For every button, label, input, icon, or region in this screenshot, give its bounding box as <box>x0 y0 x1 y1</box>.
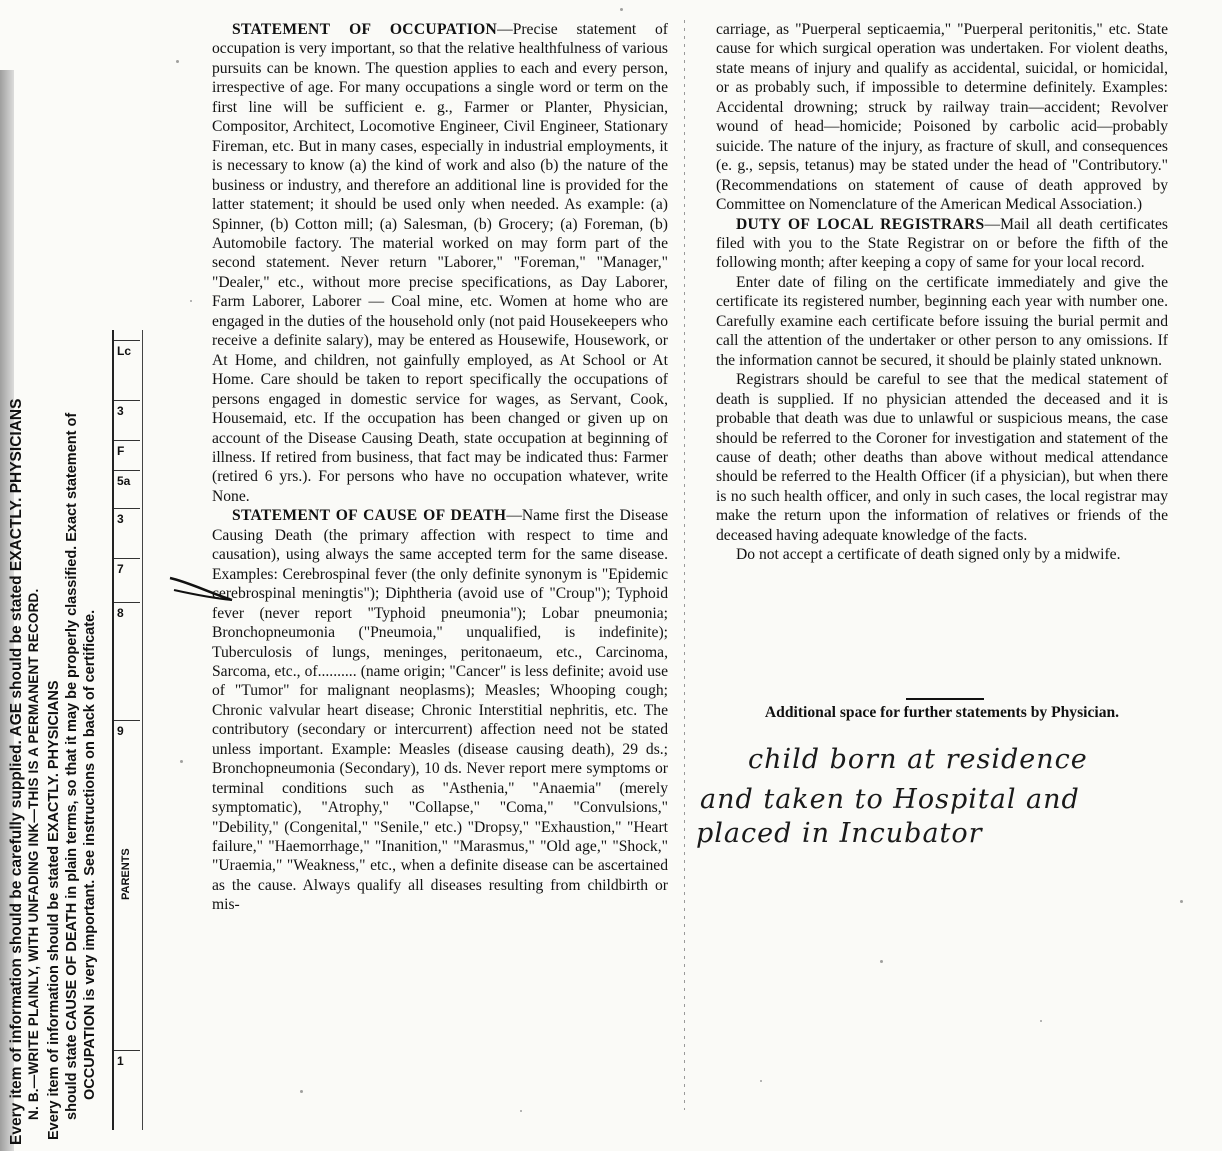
form-code: 8 <box>114 602 140 643</box>
strip-line-5: OCCUPATION is very important. See instructions on back of certificate. <box>82 609 98 1100</box>
registrars-text: —Mail all death certificates filed with you to the State Registrar on or before the fifth of the following month; after keeping a copy of same for your local record. <box>716 215 1168 272</box>
form-code: F <box>114 440 140 471</box>
strip-line-1: Every item of information should be carefully supplied. AGE should be stated EXACTLY. PHYSICIANS <box>8 398 25 1145</box>
handwritten-line-3: placed in Incubator <box>696 818 983 849</box>
section-rule <box>906 698 984 700</box>
cause-continued: carriage, as "Puerperal septicaemia," "Puerperal peritonitis," etc. State cause for which surgical operation was undertaken. For violent deaths, state means of injury and qualify as accidental, suicidal, or homicidal, or as probably such, if impossible to determine definitely. Examples: Accidental drowning; struck by railway train—accident; Revolver wound of head—homicide; Poisoned by carbolic acid—probably suicide. The nature of the injury, as fracture of skull, and consequences (e. g., sepsis, tetanus) may be stated under the head of "Contributory." (Recommendations on statement of cause of death approved by Committee on Nomenclature of the American Medical Association.) <box>716 21 1168 214</box>
scan-speck <box>300 1090 303 1093</box>
scan-speck <box>190 300 192 302</box>
registrars-paragraph-4: Do not accept a certificate of death signed only by a midwife. <box>736 546 1121 564</box>
handwritten-arrow-mark <box>168 570 238 610</box>
strip-line-4: should state CAUSE OF DEATH in plain terms, so that it may be properly classified. Exact statement of <box>64 412 80 1120</box>
occupation-text: —Precise statement of occupation is very important, so that the relative healthfulness of various pursuits can be known. The question applies to each and every person, irrespective of age. For many occupations a single word or term on the first line will be sufficient e. g., Farmer or Planter, Physician, Compositor, Architect, Locomotive Engineer, Civil Engineer, Stationary Fireman, etc. But in many cases, especially in industrial employments, it is necessary to know (a) the kind of work and also (b) the nature of the business or industry, and therefore an additional line is provided for the latter statement; it should be used only when needed. As example: (a) Spinner, (b) Cotton mill; (a) Salesman, (b) Grocery; (a) Foreman, (b) Automobile factory. The material worked on may form part of the second statement. Never return "Laborer," "Foreman," "Manager," "Dealer," etc., without more precise specifications, as Day Laborer, Farm Laborer, Laborer — Coal mine, etc. Women at home who are engaged in the duties of the household only (not paid Housekeepers who receive a definite salary), may be entered as Housewife, Housework, or At Home, and children, not gainfully employed, as At School or At Home. Care should be taken to report specifically the occupations of persons engaged in domestic service for wages, as Servant, Cook, Housemaid, etc. If the occupation has been changed or given up on account of the Disease Causing Death, state occupation at beginning of illness. If retired from business, that fact may be indicated thus: Farmer (retired 6 yrs.). For persons who have no occupation whatever, write None. <box>212 21 669 505</box>
scan-speck <box>176 60 179 63</box>
additional-space-label: Additional space for further statements by Physician. <box>764 704 1120 721</box>
scan-speck <box>520 1110 522 1112</box>
scan-speck <box>880 960 883 963</box>
strip-line-3: Every item of information should be stated EXACTLY. PHYSICIANS <box>46 680 62 1140</box>
registrars-heading: DUTY OF LOCAL REGISTRARS <box>736 215 985 233</box>
instructions-column-2 <box>716 20 1168 565</box>
occupation-heading: STATEMENT OF OCCUPATION <box>232 21 498 38</box>
scan-speck <box>1180 900 1183 903</box>
scan-speck <box>620 8 623 11</box>
form-code: 3 <box>114 508 140 539</box>
scan-speck <box>760 1080 762 1082</box>
left-binding-strip <box>0 0 150 1151</box>
strip-line-2: N. B.—WRITE PLAINLY, WITH UNFADING INK—THIS IS A PERMANENT RECORD. <box>26 588 41 1120</box>
form-code: 1 <box>114 1050 140 1091</box>
scan-speck <box>1040 1020 1042 1022</box>
cause-heading: STATEMENT OF CAUSE OF DEATH <box>232 507 507 525</box>
registrars-paragraph-3: Registrars should be careful to see that the medical statement of death is supplied. If no physician attended the deceased and it is probable that death was due to unlawful or suspicious means, the case should be referred to the Coroner for investigation and statement of the cause of death; other deaths than above without medical attendance should be referred to the Health Officer (if a physician), but when there is no such health officer, and only in such cases, the local registrar may make the return upon the information of relatives or friends of the deceased having adequate knowledge of the facts. <box>716 371 1168 544</box>
parents-label: PARENTS <box>120 848 132 900</box>
registrars-paragraph-2: Enter date of filing on the certificate immediately and give the certificate its registered number, beginning each year with number one. Carefully examine each certificate before issuing the burial permit and call the attention of the undertaker or other person to any omissions. If the information cannot be secured, it should be plainly stated unknown. <box>716 273 1168 369</box>
form-code-column <box>112 330 143 1130</box>
form-code: 9 <box>114 720 140 761</box>
cause-section <box>212 506 668 915</box>
column-divider <box>684 20 685 1110</box>
registrars-section <box>716 215 1168 273</box>
form-code: 3 <box>114 400 140 431</box>
form-code: Lc <box>114 340 140 371</box>
handwritten-line-2: and taken to Hospital and <box>700 784 1080 815</box>
cause-text: —Name first the Disease Causing Death (the primary affection with respect to time and causation), using always the same accepted term for the same disease. Examples: Cerebrospinal fever (the only definite synonym is "Epidemic cerebrospinal meningtis"); Diphtheria (avoid use of "Croup"); Typhoid fever (never report "Typhoid pneumonia"); Lobar pneumonia; Bronchopneumonia ("Pneumoia," unqualified, is indefinite); Tuberculosis of lungs, meninges, peritonaeum, etc., Carcinoma, Sarcoma, etc., of.......... (name origin; "Cancer" is less definite; avoid use of "Tumor" for malignant neoplasms); Measles; Whooping cough; Chronic valvular heart disease; Chronic Interstitial nephritis, etc. The contributory (secondary or intercurrent) affection need not be stated unless important. Example: Measles (disease causing death), 29 ds.; Bronchopneumonia (Secondary), 10 ds. Never report mere symptoms or terminal conditions such as "Asthenia," "Anaemia" (merely symptomatic), "Atrophy," "Collapse," "Coma," "Convulsions," "Debility," (Congenital," "Senile," etc.) "Dropsy," "Exhaustion," "Heart failure," "Haemorrhage," "Inanition," "Marasmus," "Old age," "Shock," "Uraemia," "Weakness," etc., when a definite disease can be ascertained as the cause. Always qualify all diseases resulting from childbirth or mis- <box>212 507 668 914</box>
form-code: 5a <box>114 470 140 501</box>
scan-speck <box>180 760 183 763</box>
instructions-column-1 <box>212 20 668 915</box>
occupation-section <box>212 20 668 506</box>
handwritten-line-1: child born at residence <box>748 744 1088 775</box>
form-code: 7 <box>114 558 140 589</box>
